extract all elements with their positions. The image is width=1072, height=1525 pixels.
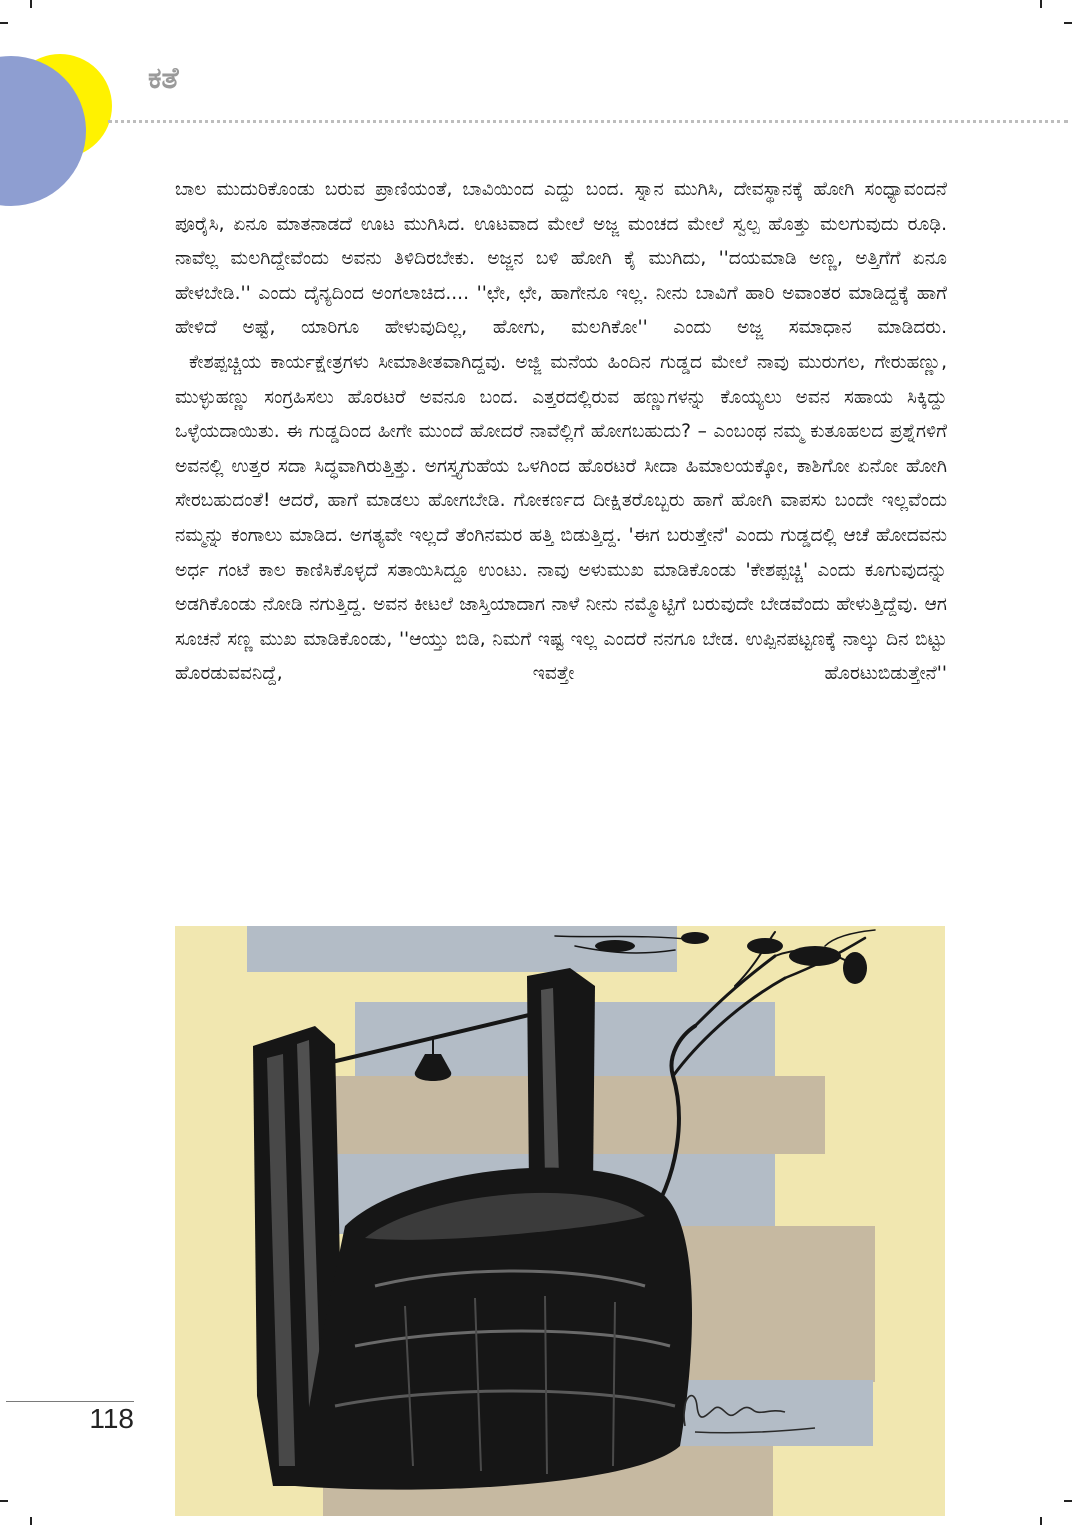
story-text [175, 173, 947, 692]
crop-mark [1064, 22, 1072, 24]
header-dotted-rule [108, 120, 1068, 123]
paragraph: ಬಾಲ ಮುದುರಿಕೊಂಡು ಬರುವ ಪ್ರಾಣಿಯಂತೆ, ಬಾವಿಯಿಂದ ಎದ್ದು ಬಂದ. ಸ್ನಾನ ಮುಗಿಸಿ, ದೇವಸ್ಥಾನಕ್ಕೆ ಹೋಗಿ ಸಂಧ್ಯಾವಂದನೆ ಪೂರೈಸಿ, ಏನೂ ಮಾತನಾಡದೆ ಊಟ ಮುಗಿಸಿದ. ಊಟವಾದ ಮೇಲೆ ಅಜ್ಜ ಮಂಚದ ಮೇಲೆ ಸ್ವಲ್ಪ ಹೊತ್ತು ಮಲಗುವುದು ರೂಢಿ. ನಾವೆಲ್ಲ ಮಲಗಿದ್ದೇವೆಂದು ಅವನು ತಿಳಿದಿರಬೇಕು. ಅಜ್ಜನ ಬಳಿ ಹೋಗಿ ಕೈ ಮುಗಿದು, ''ದಯಮಾಡಿ ಅಣ್ಣ, ಅತ್ತಿಗೆಗೆ ಏನೂ ಹೇಳಬೇಡಿ.'' ಎಂದು ದೈನ್ಯದಿಂದ ಅಂಗಲಾಚಿದ.... ''ಛೇ, ಛೇ, ಹಾಗೇನೂ ಇಲ್ಲ. ನೀನು ಬಾವಿಗೆ ಹಾರಿ ಅವಾಂತರ ಮಾಡಿದ್ದಕ್ಕೆ ಹಾಗೆ ಹೇಳಿದೆ ಅಷ್ಟೆ, ಯಾರಿಗೂ ಹೇಳುವುದಿಲ್ಲ, ಹೋಗು, ಮಲಗಿಕೋ'' ಎಂದು ಅಜ್ಜ ಸಮಾಧಾನ ಮಾಡಿದರು. [175, 179, 947, 339]
section-title: ಕತೆ [148, 61, 179, 96]
crop-mark [30, 0, 32, 8]
illustration-svg [175, 926, 945, 1516]
crop-mark [30, 1517, 32, 1525]
crop-mark [0, 22, 8, 24]
page-number: 118 [89, 1403, 134, 1434]
page-number-rule [6, 1401, 134, 1402]
paragraph: ಕೇಶಪ್ಪಚ್ಚಿಯ ಕಾರ್ಯಕ್ಷೇತ್ರಗಳು ಸೀಮಾತೀತವಾಗಿದ್ದವು. ಅಜ್ಜಿ ಮನೆಯ ಹಿಂದಿನ ಗುಡ್ಡದ ಮೇಲೆ ನಾವು ಮುರುಗಲ, ಗೇರುಹಣ್ಣು, ಮುಳ್ಳುಹಣ್ಣು ಸಂಗ್ರಹಿಸಲು ಹೊರಟರೆ ಅವನೂ ಬಂದ. ಎತ್ತರದಲ್ಲಿರುವ ಹಣ್ಣುಗಳನ್ನು ಕೊಯ್ಯಲು ಅವನ ಸಹಾಯ ಸಿಕ್ಕಿದ್ದು ಒಳ್ಳೆಯದಾಯಿತು. ಈ ಗುಡ್ಡದಿಂದ ಹೀಗೇ ಮುಂದೆ ಹೋದರೆ ನಾವೆಲ್ಲಿಗೆ ಹೋಗಬಹುದು? – ಎಂಬಂಥ ನಮ್ಮ ಕುತೂಹಲದ ಪ್ರಶ್ನೆಗಳಿಗೆ ಅವನಲ್ಲಿ ಉತ್ತರ ಸದಾ ಸಿದ್ಧವಾಗಿರುತ್ತಿತ್ತು. ಅಗಸ್ತ್ಯಗುಹೆಯ ಒಳಗಿಂದ ಹೊರಟರೆ ಸೀದಾ ಹಿಮಾಲಯಕ್ಕೋ, ಕಾಶಿಗೋ ಏನೋ ಹೋಗಿ ಸೇರಬಹುದಂತೆ! ಆದರೆ, ಹಾಗೆ ಮಾಡಲು ಹೋಗಬೇಡಿ. ಗೋಕರ್ಣದ ದೀಕ್ಷಿತರೊಬ್ಬರು ಹಾಗೆ ಹೋಗಿ ವಾಪಸು ಬಂದೇ ಇಲ್ಲವೆಂದು ನಮ್ಮನ್ನು ಕಂಗಾಲು ಮಾಡಿದ. ಅಗತ್ಯವೇ ಇಲ್ಲದೆ ತೆಂಗಿನಮರ ಹತ್ತಿ ಬಿಡುತ್ತಿದ್ದ. 'ಈಗ ಬರುತ್ತೇನೆ' ಎಂದು ಗುಡ್ಡದಲ್ಲಿ ಆಚೆ ಹೋದವನು ಅರ್ಧ ಗಂಟೆ ಕಾಲ ಕಾಣಿಸಿಕೊಳ್ಳದೆ ಸತಾಯಿಸಿದ್ದೂ ಉಂಟು. ನಾವು ಅಳುಮುಖ ಮಾಡಿಕೊಂಡು 'ಕೇಶಪ್ಪಚ್ಚಿ' ಎಂದು ಕೂಗುವುದನ್ನು ಅಡಗಿಕೊಂಡು ನೋಡಿ ನಗುತ್ತಿದ್ದ. ಅವನ ಕೀಟಲೆ ಜಾಸ್ತಿಯಾದಾಗ ನಾಳೆ ನೀನು ನಮ್ಮೊಟ್ಟಿಗೆ ಬರುವುದೇ ಬೇಡವೆಂದು ಹೇಳುತ್ತಿದ್ದೆವು. ಆಗ ಸೂಚನೆ ಸಣ್ಣ ಮುಖ ಮಾಡಿಕೊಂಡು, ''ಆಯ್ತು ಬಿಡಿ, ನಿಮಗೆ ಇಷ್ಟ ಇಲ್ಲ ಎಂದರೆ ನನಗೂ ಬೇಡ. ಉಪ್ಪಿನಪಟ್ಟಣಕ್ಕೆ ನಾಲ್ಕು ದಿನ ಬಿಟ್ಟು ಹೊರಡುವವನಿದ್ದೆ, ಇವತ್ತೇ ಹೊರಟುಬಿಡುತ್ತೇನೆ'' [175, 351, 947, 685]
crop-mark [1040, 1517, 1042, 1525]
well-illustration [175, 926, 945, 1516]
right-pillar [527, 968, 595, 1188]
crop-mark [0, 1500, 8, 1502]
crop-mark [1040, 0, 1042, 8]
crop-mark [1064, 1500, 1072, 1502]
